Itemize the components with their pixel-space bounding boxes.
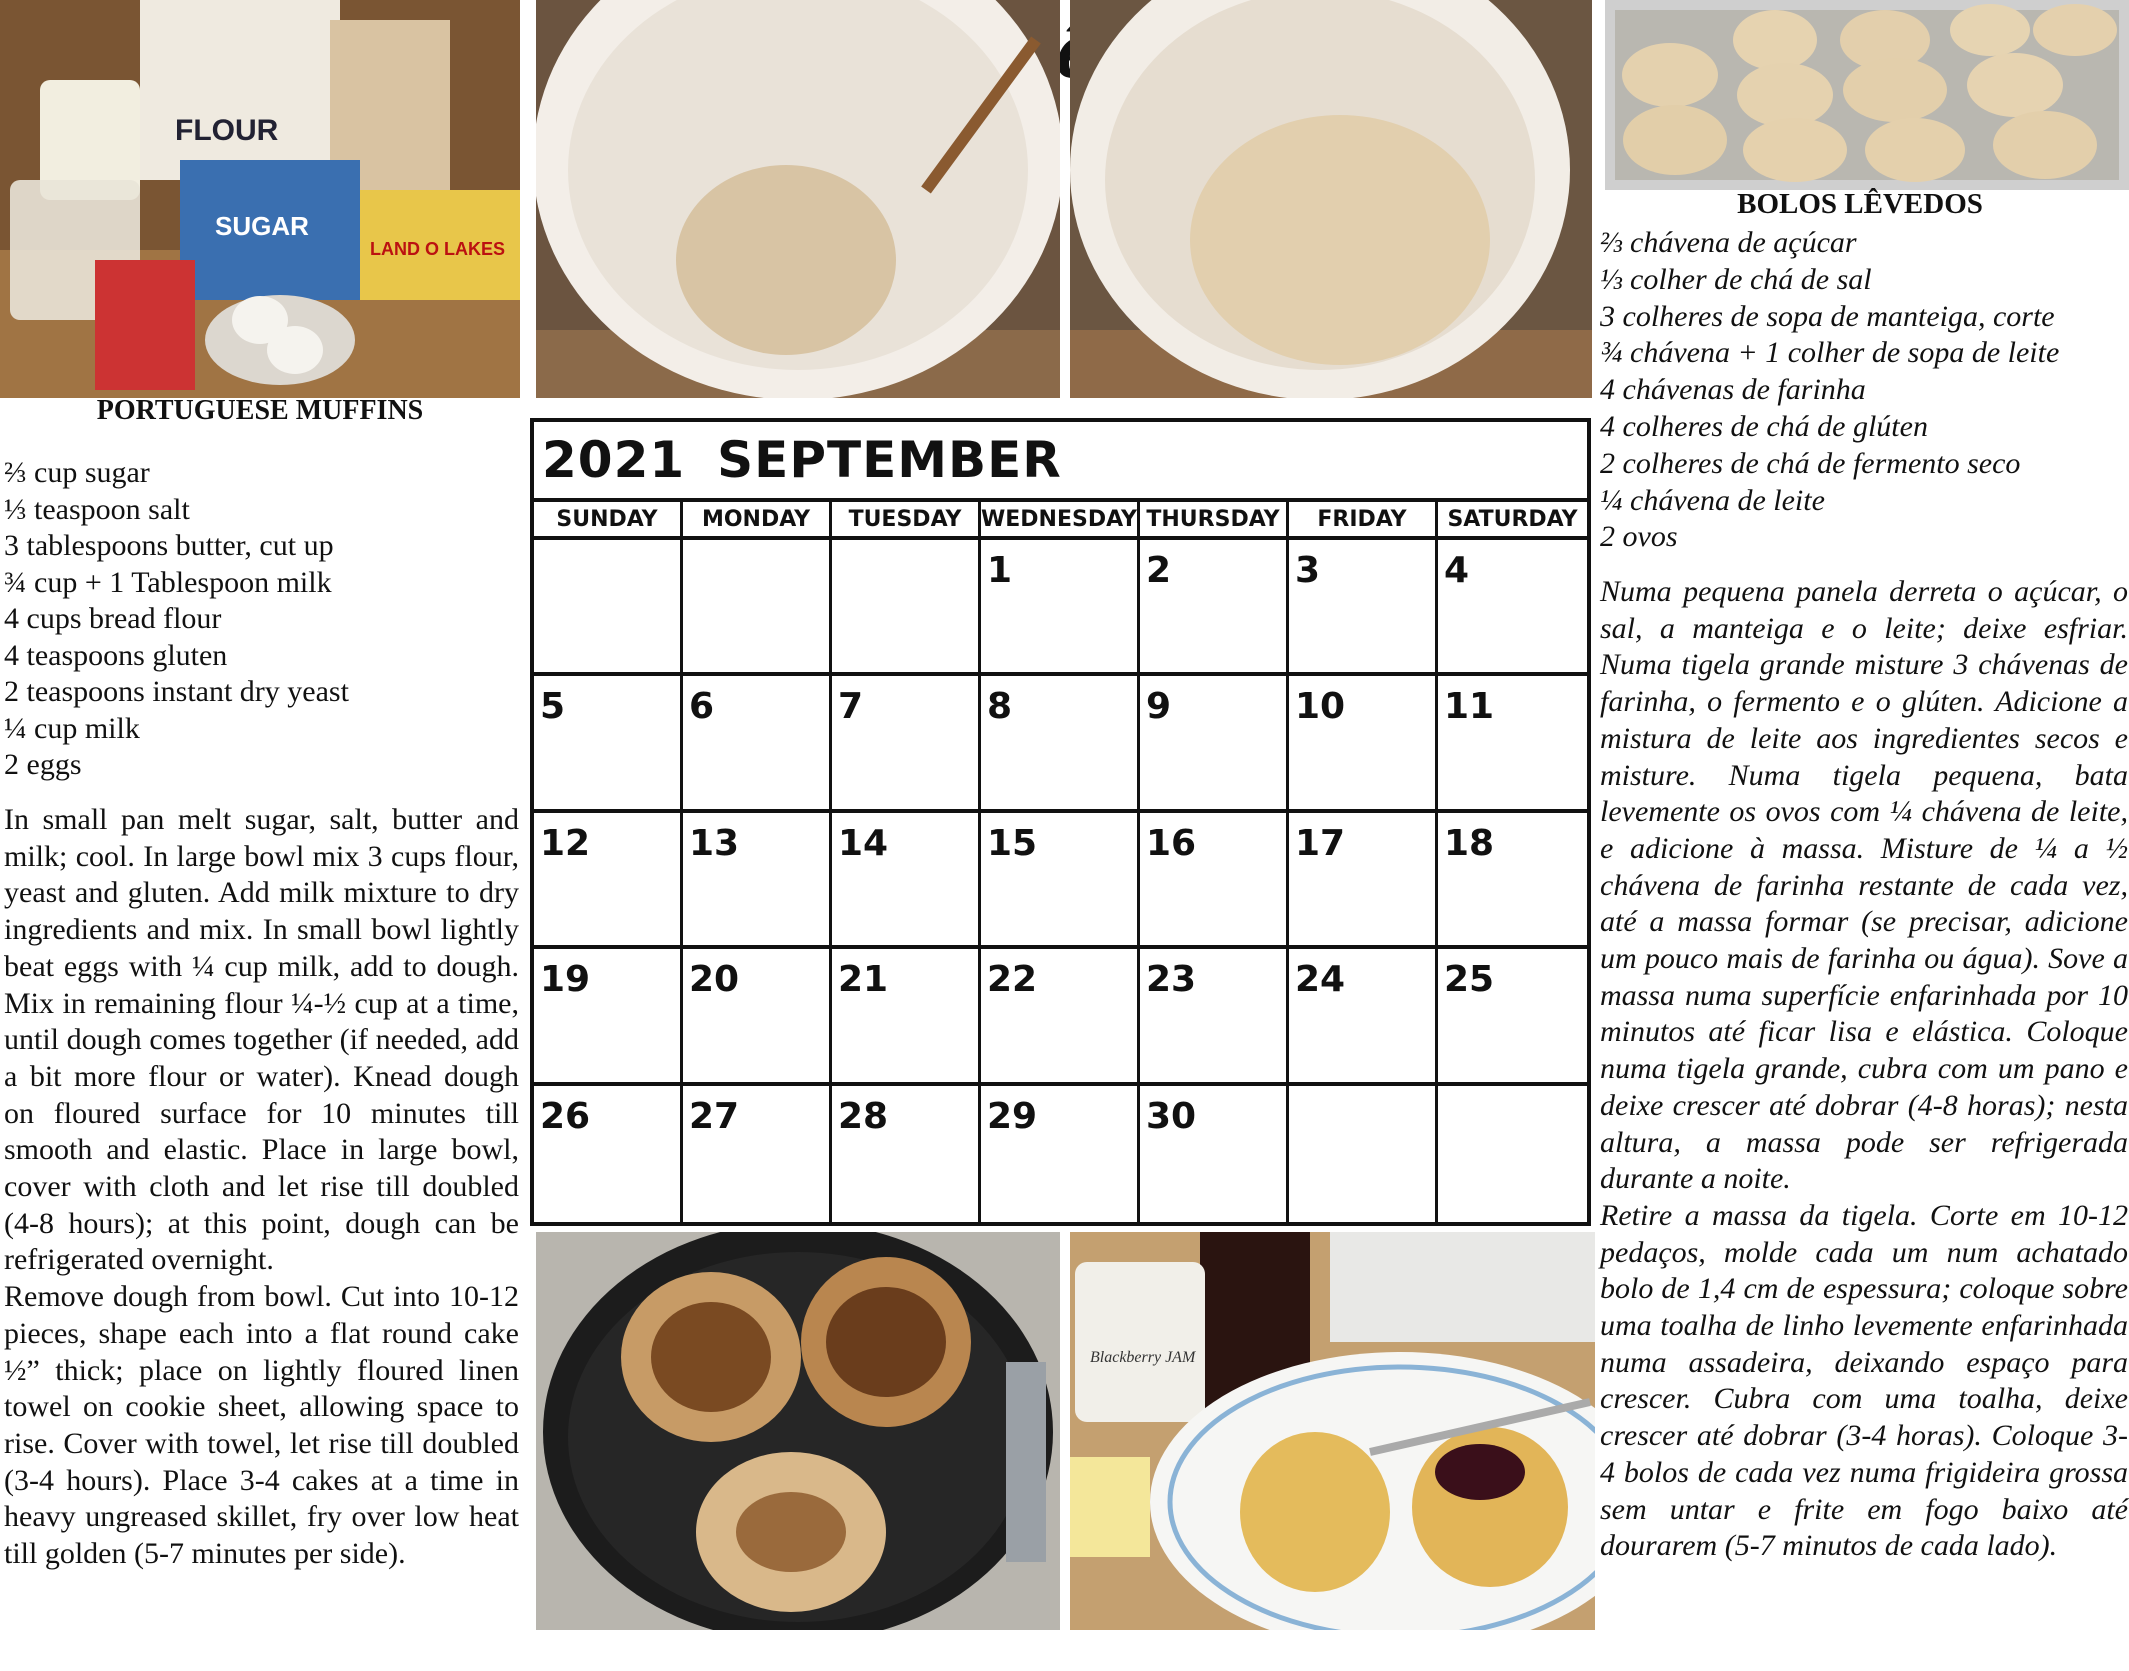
ingredient-item: 2 colheres de chá de fermento seco xyxy=(1600,446,2021,480)
weekday-header: TUESDAY xyxy=(832,502,981,540)
ingredient-item: 4 cups bread flour xyxy=(4,602,222,635)
calendar-day: 9 xyxy=(1140,676,1289,812)
calendar-day: 29 xyxy=(981,1086,1140,1222)
calendar-day: 19 xyxy=(534,949,683,1085)
mixing-bowl-photo xyxy=(536,0,1060,398)
sugar-label: SUGAR xyxy=(215,211,309,241)
calendar-day: 17 xyxy=(1289,813,1438,949)
calendar-day: 21 xyxy=(832,949,981,1085)
weekday-header: MONDAY xyxy=(683,502,832,540)
portuguese-recipe-title: BOLOS LÊVEDOS xyxy=(1737,188,1983,220)
weekday-header: FRIDAY xyxy=(1289,502,1438,540)
ingredient-item: 2 ovos xyxy=(1600,520,1678,554)
risen-dough-tray-photo xyxy=(1605,0,2129,190)
calendar-day: 7 xyxy=(832,676,981,812)
calendar-day: 12 xyxy=(534,813,683,949)
ingredient-item: ¾ cup + 1 Tablespoon milk xyxy=(4,565,332,599)
weekday-header: SATURDAY xyxy=(1438,502,1587,540)
dough-ball-photo xyxy=(1070,0,1592,398)
english-recipe-title: PORTUGUESE MUFFINS xyxy=(96,395,424,426)
month-calendar xyxy=(530,418,1591,1226)
portuguese-ingredient-list xyxy=(1600,225,2128,556)
served-muffin-photo xyxy=(1070,1232,1595,1630)
calendar-header xyxy=(534,422,1587,502)
instruction-paragraph: Retire a massa da tigela. Corte em 10-12 pedaços, molde cada um num achatado bolo de 1,4 cm de espessura; coloque sobre uma toalha de linho levemente enfarinhada numa assadeira, deixando espaço para crescer. Cubra com uma toalha, deixe crescer até dobrar (3-4 horas). Coloque 3-4 bolos de cada vez numa frigideira grossa sem untar e frite em fogo baixo até dourarem (5-7 minutos de cada lado). xyxy=(1600,1198,2128,1563)
calendar-day xyxy=(832,540,981,676)
calendar-day: 14 xyxy=(832,813,981,949)
calendar-day: 30 xyxy=(1140,1086,1289,1222)
ingredient-item: ¾ chávena + 1 colher de sopa de leite xyxy=(1600,336,2060,370)
ingredient-item: 3 colheres de sopa de manteiga, corte xyxy=(1600,299,2055,333)
calendar-day: 8 xyxy=(981,676,1140,812)
ingredient-item: ¼ cup milk xyxy=(4,711,140,745)
calendar-day: 3 xyxy=(1289,540,1438,676)
ingredient-item: ¼ chávena de leite xyxy=(1600,483,1825,517)
calendar-day: 22 xyxy=(981,949,1140,1085)
calendar-day: 4 xyxy=(1438,540,1587,676)
ingredient-item: ⅓ colher de chá de sal xyxy=(1600,262,1872,296)
calendar-day: 27 xyxy=(683,1086,832,1222)
weekday-header: THURSDAY xyxy=(1140,502,1289,540)
calendar-day: 26 xyxy=(534,1086,683,1222)
ingredient-item: ⅔ chávena de açúcar xyxy=(1600,226,1857,259)
calendar-grid xyxy=(534,502,1587,1222)
ingredient-item: 2 eggs xyxy=(4,748,82,781)
calendar-day xyxy=(534,540,683,676)
ingredient-item: ⅔ cup sugar xyxy=(4,456,150,489)
calendar-day: 11 xyxy=(1438,676,1587,812)
calendar-day: 23 xyxy=(1140,949,1289,1085)
ingredient-item: 4 chávenas de farinha xyxy=(1600,373,1866,407)
calendar-day: 18 xyxy=(1438,813,1587,949)
calendar-day: 24 xyxy=(1289,949,1438,1085)
calendar-day xyxy=(1289,1086,1438,1222)
calendar-day: 5 xyxy=(534,676,683,812)
calendar-day: 6 xyxy=(683,676,832,812)
ingredients-photo xyxy=(0,0,520,398)
calendar-day: 15 xyxy=(981,813,1140,949)
instruction-paragraph: In small pan melt sugar, salt, butter and milk; cool. In large bowl mix 3 cups flour, yeast and gluten. Add milk mixture to dry ingredients and mix. In small bowl lightly beat eggs with ¼ cup milk, add to dough. Mix in remaining flour ¼-½ cup at a time, until dough comes together (if needed, add a bit more flour or water). Knead dough on floured surface for 10 minutes till smooth and elastic. Place in large bowl, cover with cloth and let rise till doubled (4-8 hours); at this point, dough can be refrigerated overnight. xyxy=(4,803,519,1277)
portuguese-instructions xyxy=(1600,574,2128,1565)
english-ingredient-list xyxy=(4,455,520,784)
calendar-day: 1 xyxy=(981,540,1140,676)
ingredient-item: ⅓ teaspoon salt xyxy=(4,492,190,526)
calendar-day: 2 xyxy=(1140,540,1289,676)
calendar-year: 2021 xyxy=(542,431,686,489)
ingredient-item: 4 teaspoons gluten xyxy=(4,638,228,672)
calendar-day: 20 xyxy=(683,949,832,1085)
jam-label: Blackberry JAM xyxy=(1090,1349,1196,1366)
calendar-day: 16 xyxy=(1140,813,1289,949)
flour-label: FLOUR xyxy=(175,114,279,147)
butter-label: LAND O LAKES xyxy=(370,239,505,259)
calendar-day: 28 xyxy=(832,1086,981,1222)
instruction-paragraph: Numa pequena panela derreta o açúcar, o sal, a manteiga e o leite; deixe esfriar. Numa tigela grande misture 3 chávenas de farinha, o fermento e o glúten. Adicione a mistura de leite aos ingredientes secos e misture. Numa tigela pequena, bata levemente os ovos com ¼ chávena de leite, e adicione à massa. Misture de ¼ a ½ chávena de farinha restante de cada vez, até a massa formar (se precisar, adicione um pouco mais de farinha ou água). Sove a massa numa superfície enfarinhada por 10 minutos até ficar lisa e elástica. Coloque numa tigela grande, cubra com um pano e deixe crescer até dobrar (4-8 horas); nesta altura, a massa pode ser refrigerada durante a noite. xyxy=(1600,575,2128,1196)
calendar-day xyxy=(1438,1086,1587,1222)
calendar-month: SEPTEMBER xyxy=(717,431,1062,489)
skillet-photo xyxy=(536,1232,1060,1630)
ingredient-item: 4 colheres de chá de glúten xyxy=(1600,409,1928,443)
weekday-header: WEDNESDAY xyxy=(981,502,1140,540)
ingredient-item: 3 tablespoons butter, cut up xyxy=(4,529,334,562)
calendar-day: 25 xyxy=(1438,949,1587,1085)
instruction-paragraph: Remove dough from bowl. Cut into 10-12 pieces, shape each into a flat round cake ½” thick; place on lightly floured linen towel on cookie sheet, allowing space to rise. Cover with towel, let rise till doubled (3-4 hours). Place 3-4 cakes at a time in heavy ungreased skillet, fry over low heat till golden (5-7 minutes per side). xyxy=(4,1280,519,1571)
english-instructions xyxy=(4,802,519,1573)
calendar-day xyxy=(683,540,832,676)
ingredient-item: 2 teaspoons instant dry yeast xyxy=(4,675,349,708)
weekday-header: SUNDAY xyxy=(534,502,683,540)
calendar-day: 13 xyxy=(683,813,832,949)
calendar-day: 10 xyxy=(1289,676,1438,812)
